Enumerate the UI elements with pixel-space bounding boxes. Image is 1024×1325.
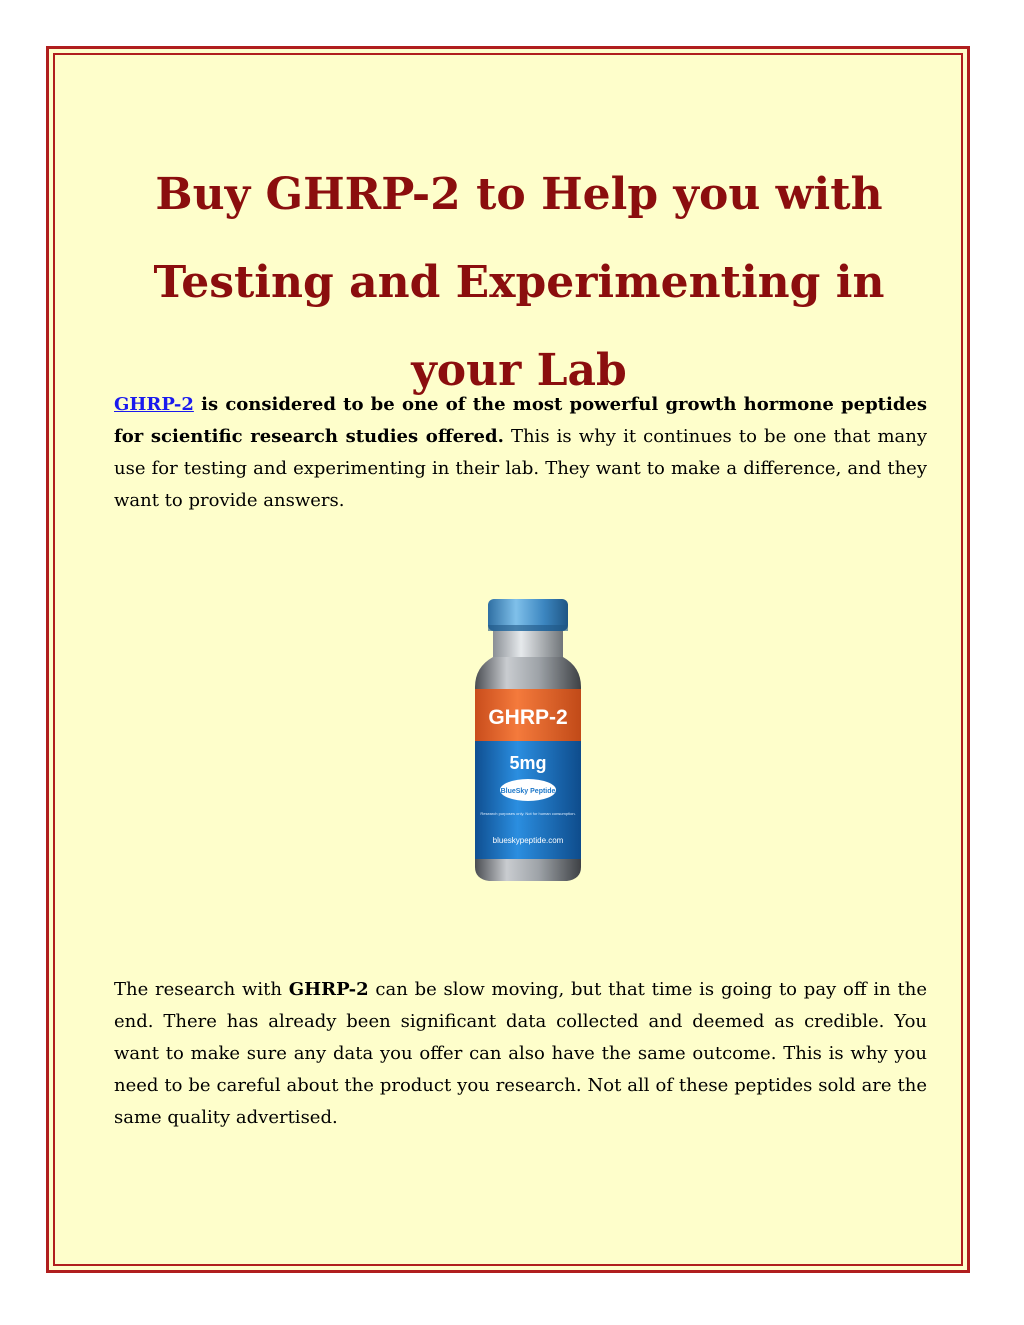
ghrp2-vial-image bbox=[469, 595, 587, 885]
ghrp2-link[interactable]: GHRP-2 bbox=[114, 394, 194, 415]
intro-paragraph bbox=[114, 389, 927, 517]
intro-text: This is why it continues to be one that many use for testing and experimenting in their lab. They want to make a difference, and they want to provide answers. bbox=[114, 426, 928, 511]
vial-website: blueskypeptide.com bbox=[492, 836, 564, 845]
research-bold-text: GHRP-2 bbox=[288, 979, 369, 1000]
page-border bbox=[53, 53, 963, 1266]
vial-label-dose: 5mg bbox=[509, 753, 547, 773]
vial-neck bbox=[493, 631, 563, 657]
vial-brand-logo-text: BlueSky Peptide bbox=[500, 788, 556, 795]
document-page bbox=[46, 46, 970, 1273]
vial-label-name: GHRP-2 bbox=[488, 706, 568, 729]
intro-bold-text: is considered to be one of the most powerful growth hormone peptides for scientific research studies offered. bbox=[114, 394, 927, 447]
vial-disclaimer: Research purposes only. Not for human consumption. bbox=[480, 811, 576, 816]
research-intro-text: The research with bbox=[114, 979, 289, 1000]
research-paragraph bbox=[114, 974, 927, 1134]
page-title: Buy GHRP-2 to Help you with Testing and Experimenting in your Lab bbox=[153, 169, 885, 396]
research-text: can be slow moving, but that time is going to pay off in the end. There has already been significant data collected and deemed as credible. You want to make sure any data you offer can also have the same outcome. This is why you need to be careful about the product you research. Not all of these peptides sold are the same quality advertised. bbox=[114, 979, 927, 1128]
